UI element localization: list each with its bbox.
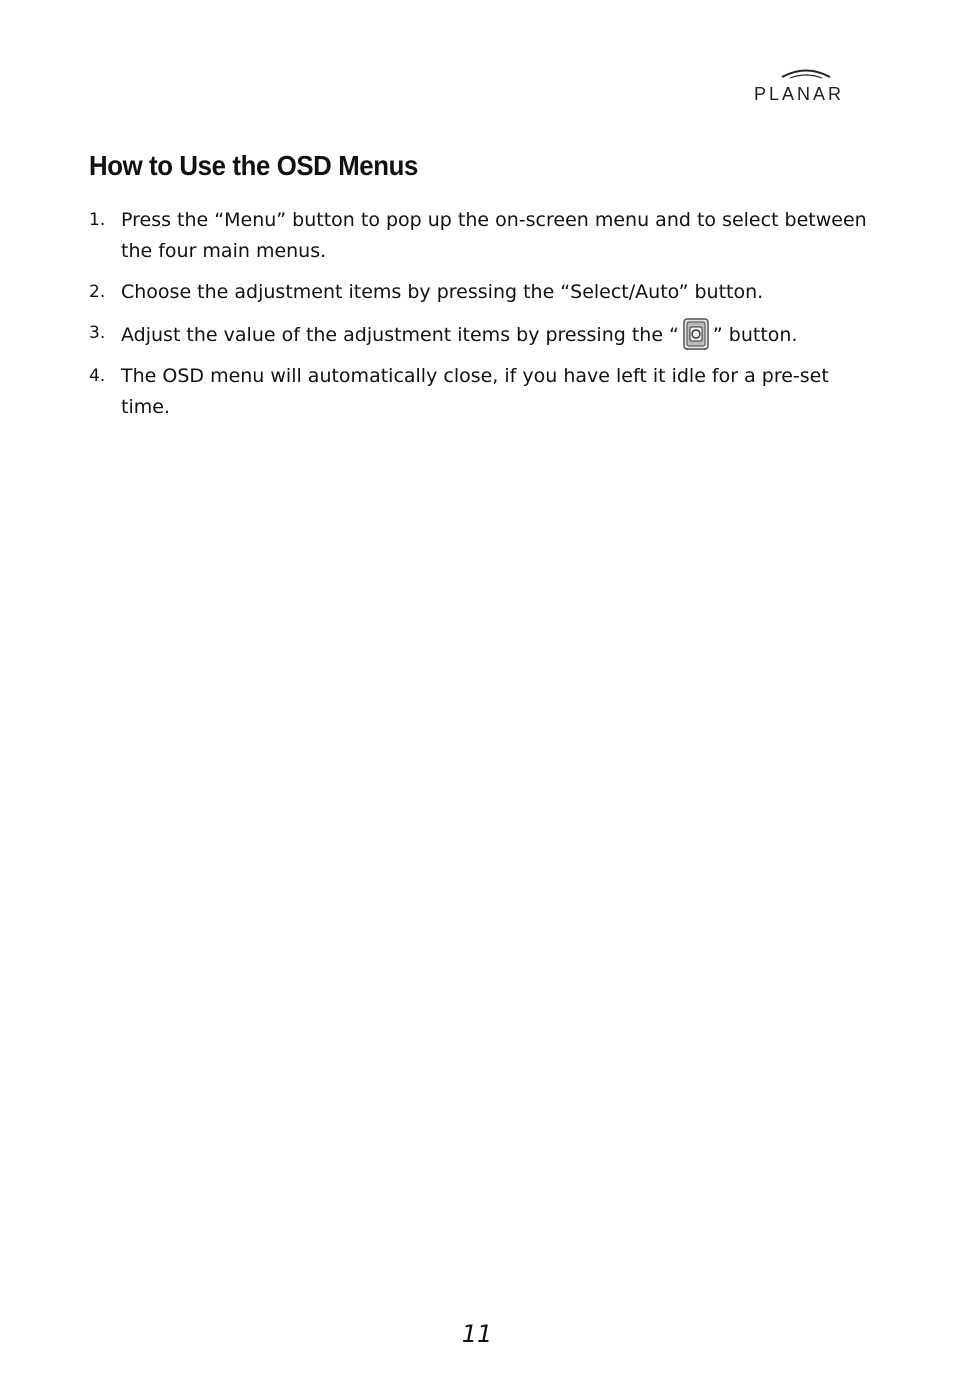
instruction-list: [89, 205, 879, 433]
step-number: 2.: [89, 282, 106, 302]
page-number: 11: [461, 1320, 493, 1348]
logo-text: PLANAR: [754, 84, 845, 104]
step-text: Choose the adjustment items by pressing the “Select/Auto” button.: [121, 281, 764, 303]
list-item: [89, 361, 879, 423]
step-text: The OSD menu will automatically close, if you have left it idle for a pre-set time.: [121, 365, 829, 418]
step-text-after: ” button.: [712, 324, 798, 346]
list-item: [89, 277, 879, 308]
page-title: How to Use the OSD Menus: [89, 150, 418, 181]
list-item: [89, 205, 879, 267]
step-number: 1.: [89, 210, 106, 230]
list-item: [89, 318, 879, 351]
step-text-before: Adjust the value of the adjustment items by pressing the “: [121, 324, 679, 346]
step-number: 4.: [89, 366, 106, 386]
planar-logo: [752, 66, 870, 106]
step-text: Press the “Menu” button to pop up the on-screen menu and to select between the four main menus.: [121, 209, 867, 262]
planar-arc-logo-icon: [780, 66, 832, 80]
adjust-button-icon: [683, 318, 709, 350]
step-number: 3.: [89, 323, 106, 343]
